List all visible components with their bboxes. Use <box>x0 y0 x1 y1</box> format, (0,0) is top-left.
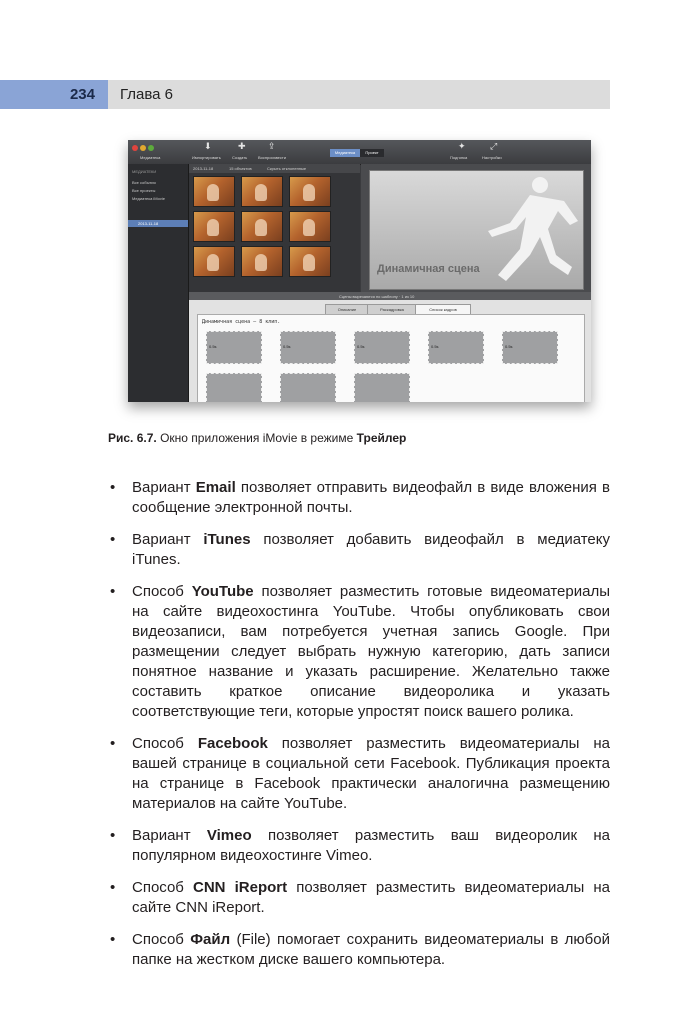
shot-slot <box>354 331 410 364</box>
item-lead: Способ <box>132 931 191 948</box>
adjust-label: Подгонка <box>450 155 468 160</box>
shot-slot <box>206 373 262 402</box>
browser-date: 2013-11-18 <box>193 166 214 171</box>
tab-description: Описание <box>325 304 369 314</box>
clip-thumbnail <box>241 246 283 277</box>
trailer-editor <box>189 292 591 402</box>
segment-project: Проект <box>360 149 384 157</box>
sidebar-item-event: 2013-11-18 <box>138 221 159 226</box>
clip-thumbnail <box>289 246 331 277</box>
browser-filter: Скрыть отклоненные <box>267 166 307 171</box>
slot-duration: 0.5s <box>283 344 291 349</box>
zoom-icon <box>148 145 154 151</box>
item-term: iTunes <box>203 531 251 548</box>
item-lead: Вариант <box>132 479 196 496</box>
browser-bar <box>189 164 360 173</box>
imovie-screenshot <box>128 140 591 402</box>
clip-thumbnail <box>289 176 331 207</box>
scene-preview <box>369 170 584 290</box>
clip-thumbnail <box>193 211 235 242</box>
item-lead: Способ <box>132 879 194 896</box>
shot-slot <box>354 373 410 402</box>
item-text: позволяет разместить видеоматериалы на вашей странице в социальной сети Facebook. Публикация проекта на странице в Facebook практически аналогична размещению материалов на сайте YouTube. <box>132 735 610 812</box>
list-item <box>108 582 610 722</box>
import-icon: ⬇ <box>204 142 212 152</box>
shot-list-panel <box>197 314 585 402</box>
item-term: Email <box>195 479 236 496</box>
settings-icon: ⤢ <box>490 142 498 152</box>
minimize-icon <box>140 145 146 151</box>
item-text: позволяет добавить видеофайл в медиатеку iTunes. <box>132 531 611 568</box>
chapter-title: Глава 6 <box>108 80 610 109</box>
sidebar-heading: МЕДИАТЕКИ <box>132 169 157 174</box>
scene-viewer <box>361 164 591 292</box>
slot-duration: 0.5s <box>431 344 439 349</box>
list-item <box>108 734 610 814</box>
browser-count: 15 объектов <box>229 166 252 171</box>
caption-mode: Трейлер <box>356 431 407 445</box>
shot-slot <box>502 331 558 364</box>
import-label: Импортировать <box>192 155 221 160</box>
slot-duration: 0.5s <box>357 344 365 349</box>
list-item <box>108 878 610 918</box>
slot-duration: 0.5s <box>505 344 513 349</box>
shot-list-title: Динамичная сцена – 8 клип. <box>202 319 281 325</box>
editor-status-bar <box>189 292 591 300</box>
create-icon: ✚ <box>238 142 246 152</box>
clip-thumbnail <box>193 176 235 207</box>
tab-shot-list: Список кадров <box>415 304 471 314</box>
slot-duration: 0.5s <box>209 344 217 349</box>
item-term: YouTube <box>191 583 254 600</box>
library-sidebar <box>128 164 189 402</box>
item-text: (File) помогает сохранить видеоматериалы в любой папке на жестком диске вашего компьютера. <box>132 931 610 968</box>
item-lead: Вариант <box>132 827 207 844</box>
item-text: позволяет отправить видеофайл в виде вложения в сообщение электронной почты. <box>132 479 610 516</box>
shot-slot <box>280 331 336 364</box>
shot-slot <box>206 331 262 364</box>
item-lead: Способ <box>132 735 198 752</box>
page-number: 234 <box>0 80 108 109</box>
sidebar-item-library: Медиатека iMovie <box>132 196 165 201</box>
event-browser <box>189 164 360 292</box>
close-icon <box>132 145 138 151</box>
item-term: CNN iReport <box>193 879 288 896</box>
item-term: Vimeo <box>206 827 252 844</box>
create-label: Создать <box>232 155 248 160</box>
export-options-list <box>108 478 610 982</box>
settings-label: Настройки <box>482 155 502 160</box>
clip-thumbnail <box>289 211 331 242</box>
sidebar-item-all-projects: Все проекты <box>132 188 156 193</box>
share-label: Воспроизвести <box>258 155 286 160</box>
item-term: Facebook <box>197 735 268 752</box>
tab-storyboard: Раскадровка <box>367 304 417 314</box>
library-toggle-label: Медиатека <box>140 155 161 160</box>
item-text: позволяет разместить видеоматериалы на сайте CNN iReport. <box>132 879 610 916</box>
item-text: позволяет разместить готовые видеоматериалы на сайте видеохостинга YouTube. Чтобы опубликовать свои видеозаписи, вам потребуется учетная запись Google. При размещении следует выбрать нужную категорию, дать записи понятное название и указать расширение. Желательно также составить краткое описание видеоролика и указать соответствующие теги, которые упростят поиск вашего ролика. <box>132 583 610 720</box>
editor-status: Сцены вырезаются по шаблону · 1 из 10 <box>339 294 415 299</box>
item-lead: Способ <box>132 583 192 600</box>
item-text: позволяет разместить ваш видеоролик на популярном видеохостинге Vimeo. <box>132 827 610 864</box>
item-term: Файл <box>190 931 231 948</box>
item-lead: Вариант <box>132 531 204 548</box>
adjust-icon: ✦ <box>458 142 466 152</box>
clip-thumbnail <box>241 211 283 242</box>
list-item <box>108 530 610 570</box>
share-icon: ⇪ <box>268 142 276 152</box>
list-item <box>108 478 610 518</box>
caption-text: Окно приложения iMovie в режиме <box>156 431 357 445</box>
segment-media: Медиатека <box>330 149 360 157</box>
shot-slot <box>280 373 336 402</box>
clip-thumbnail <box>193 246 235 277</box>
shot-slot <box>428 331 484 364</box>
list-item <box>108 930 610 970</box>
sidebar-item-all-events: Все события <box>132 180 156 185</box>
caption-label: Рис. 6.7. <box>108 431 157 445</box>
scene-title: Динамичная сцена <box>377 263 480 275</box>
imovie-toolbar <box>128 140 591 165</box>
figure-caption <box>108 431 406 445</box>
list-item <box>108 826 610 866</box>
clip-thumbnail <box>241 176 283 207</box>
